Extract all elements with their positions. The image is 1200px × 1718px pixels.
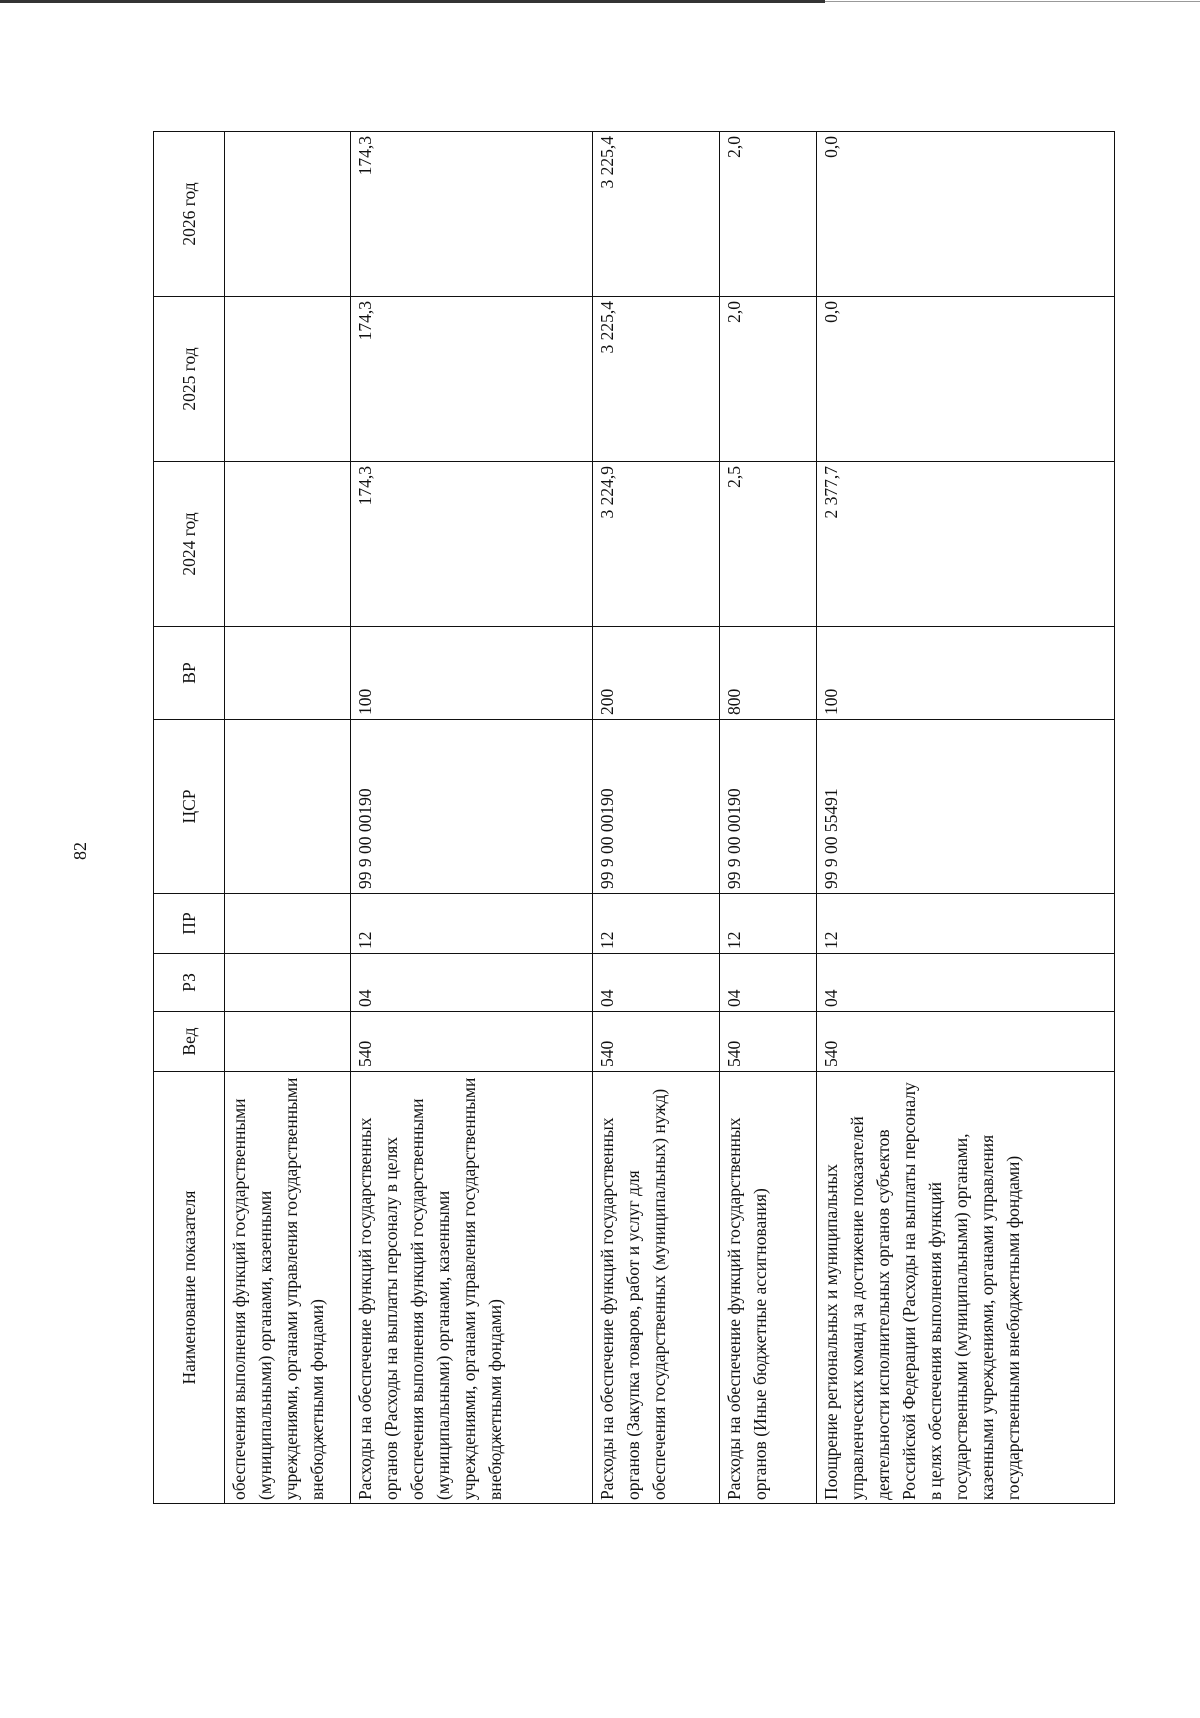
row-ved: 540 (817, 1012, 1115, 1072)
table-row (351, 132, 593, 1504)
header-row (154, 132, 225, 1504)
row-csr: 99 9 00 00190 (351, 720, 593, 894)
header-2025: 2025 год (154, 297, 225, 462)
row-ved (225, 1012, 351, 1072)
row-2024: 3 224,9 (593, 462, 719, 627)
row-csr: 99 9 00 00190 (593, 720, 719, 894)
row-rz: 04 (593, 954, 719, 1012)
row-rz: 04 (719, 954, 816, 1012)
row-2026: 3 225,4 (593, 132, 719, 297)
header-name: Наименование показателя (154, 1072, 225, 1504)
row-vr: 100 (817, 627, 1115, 720)
rotated-table-container (153, 132, 1115, 1504)
row-2026 (225, 132, 351, 297)
table-row (593, 132, 719, 1504)
header-csr: ЦСР (154, 720, 225, 894)
row-csr: 99 9 00 00190 (719, 720, 816, 894)
row-name: обеспечения выполнения функций государственными (муниципальными) органами, казенными учреждениями, органами управления государственными внебюджетными фондами) (225, 1072, 351, 1504)
row-ved: 540 (593, 1012, 719, 1072)
row-pr: 12 (593, 894, 719, 954)
row-2024: 2,5 (719, 462, 816, 627)
header-ved: Вед (154, 1012, 225, 1072)
row-2025 (225, 297, 351, 462)
page-number: 82 (70, 842, 90, 860)
row-ved: 540 (351, 1012, 593, 1072)
row-pr: 12 (817, 894, 1115, 954)
header-2026: 2026 год (154, 132, 225, 297)
row-pr (225, 894, 351, 954)
row-vr: 800 (719, 627, 816, 720)
row-name: Расходы на обеспечение функций государственных органов (Закупка товаров, работ и услуг для обеспечения государственных (муниципальных) нужд) (593, 1072, 719, 1504)
row-name: Расходы на обеспечение функций государственных органов (Иные бюджетные ассигнования) (719, 1072, 816, 1504)
row-2024 (225, 462, 351, 627)
row-2025: 2,0 (719, 297, 816, 462)
table-row (817, 132, 1115, 1504)
header-vr: ВР (154, 627, 225, 720)
row-2024: 174,3 (351, 462, 593, 627)
header-pr: ПР (154, 894, 225, 954)
row-2024: 2 377,7 (817, 462, 1115, 627)
table-row (719, 132, 816, 1504)
top-border-line (0, 0, 825, 3)
row-2025: 174,3 (351, 297, 593, 462)
row-csr (225, 720, 351, 894)
header-2024: 2024 год (154, 462, 225, 627)
row-2026: 174,3 (351, 132, 593, 297)
row-name: Поощрение региональных и муниципальных управленческих команд за достижение показателей деятельности исполнительных органов субъектов Российской Федерации (Расходы на выплаты персоналу в целях обеспечения выполнения функций государственными (муниципальными) органами, казенными учреждениями, органами управления государственными внебюджетными фондами) (817, 1072, 1115, 1504)
header-rz: РЗ (154, 954, 225, 1012)
row-pr: 12 (719, 894, 816, 954)
budget-table (153, 131, 1115, 1504)
row-rz: 04 (817, 954, 1115, 1012)
row-pr: 12 (351, 894, 593, 954)
row-csr: 99 9 00 55491 (817, 720, 1115, 894)
row-rz (225, 954, 351, 1012)
row-rz: 04 (351, 954, 593, 1012)
row-2025: 3 225,4 (593, 297, 719, 462)
row-2026: 0,0 (817, 132, 1115, 297)
row-vr: 200 (593, 627, 719, 720)
row-ved: 540 (719, 1012, 816, 1072)
top-border-line-faint (825, 1, 1200, 2)
row-2026: 2,0 (719, 132, 816, 297)
row-name: Расходы на обеспечение функций государственных органов (Расходы на выплаты персоналу в целях обеспечения выполнения функций государственными (муниципальными) органами, казенными учреждениями, органами управления государственными внебюджетными фондами) (351, 1072, 593, 1504)
row-vr: 100 (351, 627, 593, 720)
row-2025: 0,0 (817, 297, 1115, 462)
table-row (225, 132, 351, 1504)
row-vr (225, 627, 351, 720)
